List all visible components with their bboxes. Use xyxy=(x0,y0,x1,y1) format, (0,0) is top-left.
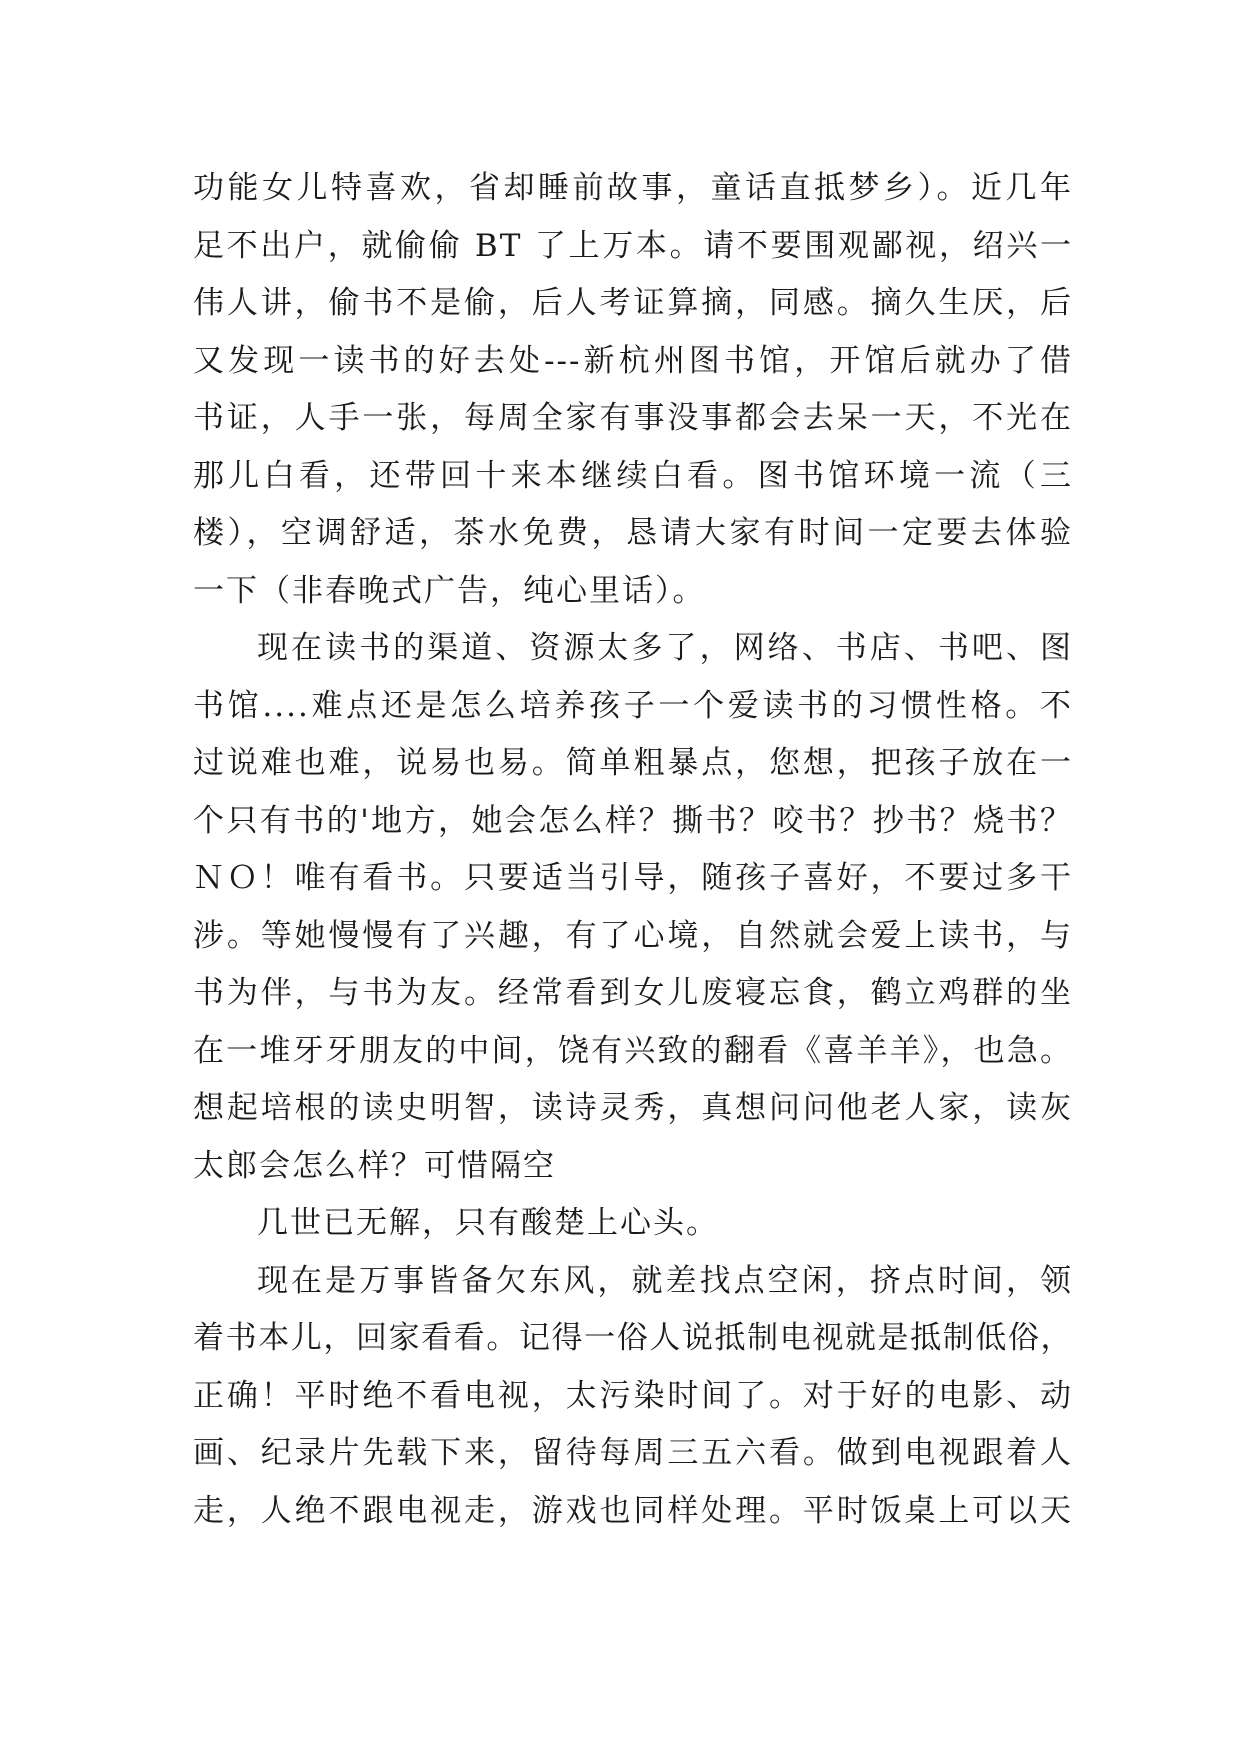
text-line: 着书本儿，回家看看。记得一俗人说抵制电视就是抵制低俗， xyxy=(193,1320,1073,1356)
text-line: 画、纪录片先载下来，留待每周三五六看。做到电视跟着人 xyxy=(193,1435,1073,1471)
text-line: 足不出户，就偷偷 BT 了上万本。请不要围观鄙视，绍兴一 xyxy=(193,227,1073,264)
text-line: 走，人绝不跟电视走，游戏也同样处理。平时饭桌上可以天 xyxy=(193,1492,1073,1529)
text-line: 现在读书的渠道、资源太多了，网络、书店、书吧、图 xyxy=(257,630,1073,666)
text-line: 书证，人手一张，每周全家有事没事都会去呆一天，不光在 xyxy=(193,400,1073,436)
text-line: 在一堆牙牙朋友的中间，饶有兴致的翻看《喜羊羊》，也急。 xyxy=(193,1032,1073,1069)
text-line: 书为伴，与书为友。经常看到女儿废寝忘食，鹤立鸡群的坐 xyxy=(193,975,1073,1011)
text-line: 太郎会怎么样？可惜隔空 xyxy=(193,1147,556,1184)
text-line: 功能女儿特喜欢，省却睡前故事，童话直抵梦乡）。近几年 xyxy=(193,170,1073,206)
text-line: 那儿白看，还带回十来本继续白看。图书馆环境一流（三 xyxy=(193,457,1073,494)
text-line: 现在是万事皆备欠东风，就差找点空闲，挤点时间，领 xyxy=(257,1262,1073,1299)
text-line: 涉。等她慢慢有了兴趣，有了心境，自然就会爱上读书，与 xyxy=(193,917,1073,954)
text-line: 伟人讲，偷书不是偷，后人考证算摘，同感。摘久生厌，后 xyxy=(193,285,1073,321)
text-line: 正确！平时绝不看电视，太污染时间了。对于好的电影、动 xyxy=(193,1377,1073,1414)
text-line: 书馆....难点还是怎么培养孩子一个爱读书的习惯性格。不 xyxy=(193,687,1073,724)
body-text xyxy=(193,160,1073,1540)
text-line: 过说难也难，说易也易。简单粗暴点，您想，把孩子放在一 xyxy=(193,745,1073,781)
text-line: ＮＯ！唯有看书。只要适当引导，随孩子喜好，不要过多干 xyxy=(193,860,1073,896)
text-line: 几世已无解，只有酸楚上心头。 xyxy=(257,1205,719,1241)
text-line: 楼），空调舒适，茶水免费，恳请大家有时间一定要去体验 xyxy=(193,515,1073,551)
text-line: 又发现一读书的好去处---新杭州图书馆，开馆后就办了借 xyxy=(193,342,1073,379)
text-line: 个只有书的'地方，她会怎么样？撕书？咬书？抄书？烧书？ xyxy=(193,802,1073,839)
text-line: 一下（非春晚式广告，纯心里话）。 xyxy=(193,572,706,609)
text-line: 想起培根的读史明智，读诗灵秀，真想问问他老人家，读灰 xyxy=(193,1090,1073,1126)
